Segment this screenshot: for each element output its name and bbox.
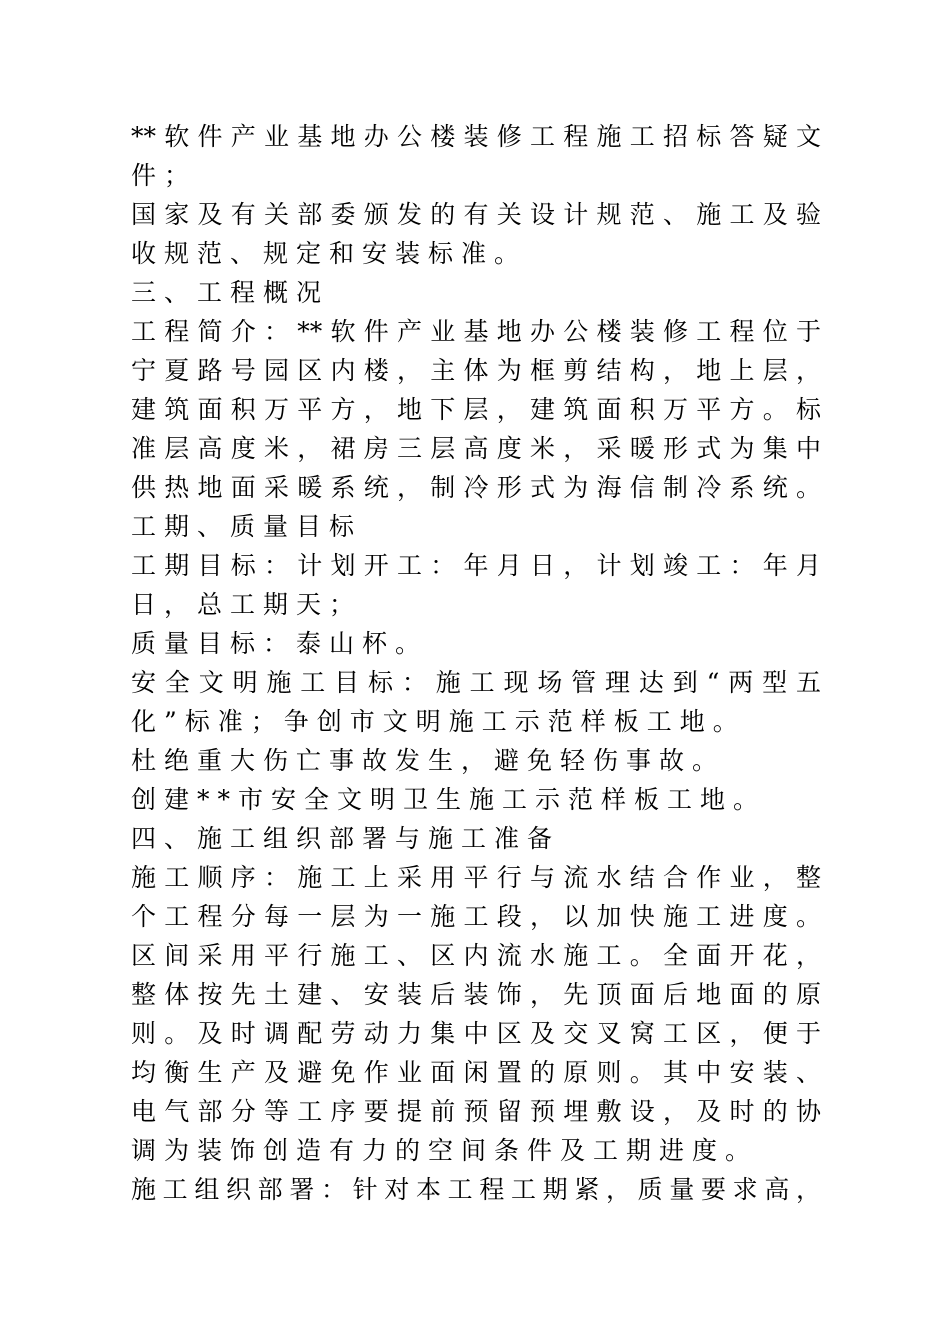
text-line: 化”标准；争创市文明施工示范样板工地。	[131, 707, 746, 736]
text-line: 日，总工期天；	[131, 590, 363, 619]
text-line: 工期、质量目标	[131, 512, 363, 541]
document-body	[131, 117, 821, 1209]
text-line: 国家及有关部委颁发的有关设计规范、施工及验	[131, 200, 821, 229]
text-line: 个工程分每一层为一施工段，以加快施工进度。	[131, 902, 821, 931]
text-line: 工期目标：计划开工：年月日，计划竣工：年月	[131, 551, 821, 580]
text-line: 工程简介：**软件产业基地办公楼装修工程位于	[131, 317, 821, 346]
text-line: 供热地面采暖系统，制冷形式为海信制冷系统。	[131, 473, 821, 502]
text-line: 则。及时调配劳动力集中区及交叉窝工区，便于	[131, 1019, 821, 1048]
text-line: 建筑面积万平方，地下层，建筑面积万平方。标	[131, 395, 821, 424]
text-line: 件；	[131, 161, 198, 190]
text-line: 施工顺序：施工上采用平行与流水结合作业，整	[131, 863, 821, 892]
text-line: 调为装饰创造有力的空间条件及工期进度。	[131, 1136, 759, 1165]
text-line: 安全文明施工目标：施工现场管理达到“两型五	[131, 668, 821, 697]
text-line: 均衡生产及避免作业面闲置的原则。其中安装、	[131, 1058, 821, 1087]
text-line: 杜绝重大伤亡事故发生，避免轻伤事故。	[131, 746, 726, 775]
text-line: 区间采用平行施工、区内流水施工。全面开花，	[131, 941, 821, 970]
text-line: **软件产业基地办公楼装修工程施工招标答疑文	[131, 122, 821, 151]
text-line: 整体按先土建、安装后装饰，先顶面后地面的原	[131, 980, 821, 1009]
text-line: 施工组织部署：针对本工程工期紧，质量要求高，	[131, 1175, 821, 1204]
text-line: 准层高度米，裙房三层高度米，采暖形式为集中	[131, 434, 821, 463]
text-line: 电气部分等工序要提前预留预埋敷设，及时的协	[131, 1097, 821, 1126]
text-line: 宁夏路号园区内楼，主体为框剪结构，地上层，	[131, 356, 821, 385]
text-line: 收规范、规定和安装标准。	[131, 239, 528, 268]
text-line: 质量目标：泰山杯。	[131, 629, 429, 658]
text-line: 三、工程概况	[131, 278, 330, 307]
text-line: 四、施工组织部署与施工准备	[131, 824, 561, 853]
text-line: 创建**市安全文明卫生施工示范样板工地。	[131, 785, 767, 814]
